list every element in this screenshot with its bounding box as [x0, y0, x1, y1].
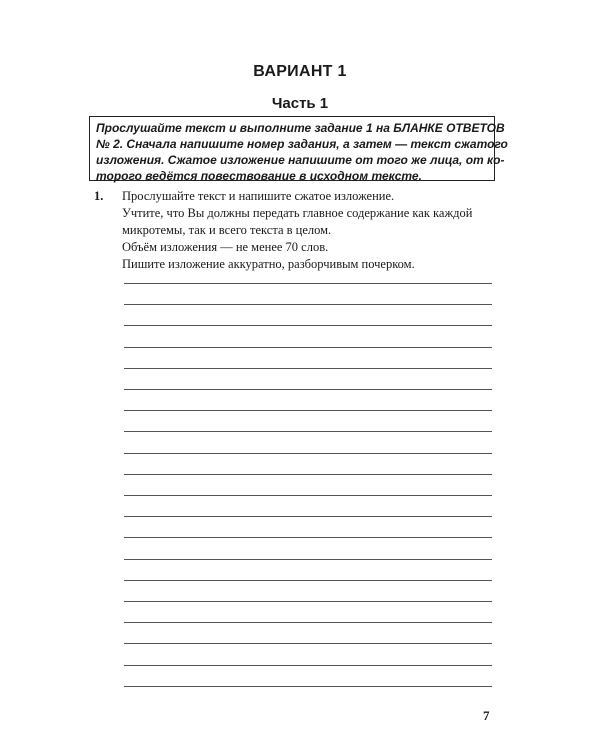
variant-title: ВАРИАНТ 1: [253, 63, 347, 80]
answer-line[interactable]: [124, 347, 492, 348]
answer-line[interactable]: [124, 368, 492, 369]
answer-writing-lines[interactable]: [124, 283, 492, 703]
answer-line[interactable]: [124, 304, 492, 305]
answer-line[interactable]: [124, 516, 492, 517]
answer-line[interactable]: [124, 686, 492, 687]
part-title: Часть 1: [271, 95, 329, 112]
answer-line[interactable]: [124, 537, 492, 538]
answer-line[interactable]: [124, 283, 492, 284]
task-line: Прослушайте текст и напишите сжатое изложение.: [122, 189, 395, 203]
task-number: 1.: [94, 189, 104, 203]
page-number: 7: [483, 708, 490, 723]
answer-line[interactable]: [124, 580, 492, 581]
answer-line[interactable]: [124, 410, 492, 411]
instruction-line: № 2. Сначала напишите номер задания, а затем — текст сжатого: [96, 137, 508, 151]
answer-line[interactable]: [124, 474, 492, 475]
answer-line[interactable]: [124, 453, 492, 454]
instruction-line: Прослушайте текст и выполните задание 1 на БЛАНКЕ ОТВЕТОВ: [96, 121, 505, 135]
answer-line[interactable]: [124, 325, 492, 326]
answer-line[interactable]: [124, 431, 492, 432]
task-line: Пишите изложение аккуратно, разборчивым почерком.: [122, 257, 415, 271]
answer-line[interactable]: [124, 601, 492, 602]
task-line: микротемы, так и всего текста в целом.: [122, 223, 332, 237]
answer-line[interactable]: [124, 643, 492, 644]
task-line: Объём изложения — не менее 70 слов.: [122, 240, 329, 254]
instruction-line: изложения. Сжатое изложение напишите от того же лица, от ко-: [96, 153, 505, 167]
answer-line[interactable]: [124, 495, 492, 496]
answer-line[interactable]: [124, 389, 492, 390]
instruction-line: торого ведётся повествование в исходном тексте.: [96, 169, 422, 183]
task-line: Учтите, что Вы должны передать главное содержание как каждой: [122, 206, 473, 220]
answer-line[interactable]: [124, 559, 492, 560]
answer-line[interactable]: [124, 665, 492, 666]
instruction-box: [89, 116, 508, 183]
answer-line[interactable]: [124, 622, 492, 623]
task-text: [122, 188, 522, 273]
